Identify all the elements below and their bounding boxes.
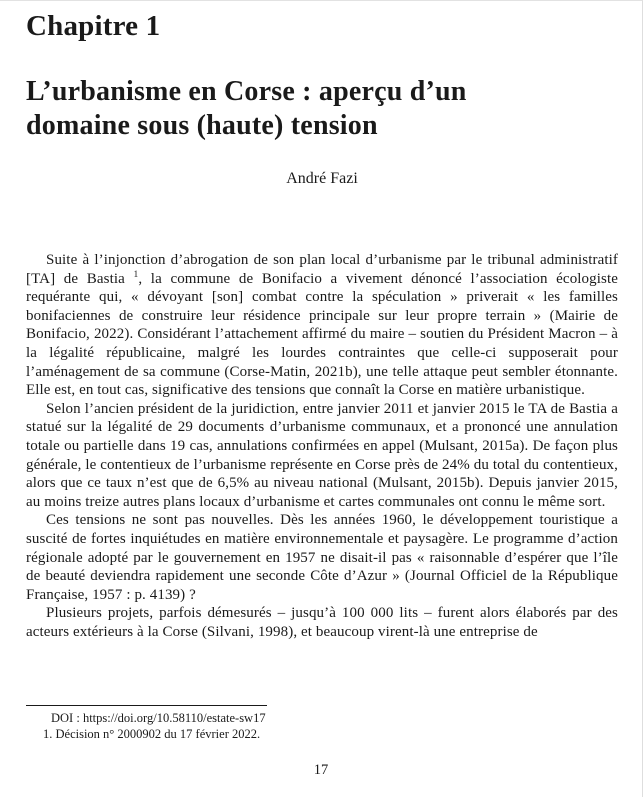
footnote-area bbox=[26, 705, 618, 742]
page-content bbox=[0, 1, 642, 641]
body-text bbox=[26, 251, 618, 641]
page-number: 17 bbox=[313, 762, 329, 778]
chapter-title: L’urbanisme en Corse : aperçu d’un domaine sous (haute) tension bbox=[26, 76, 467, 141]
doi-link[interactable]: https://doi.org/10.58110/estate-sw17 bbox=[82, 711, 266, 725]
paragraph-1-text-before-ref: Suite à l’injonction d’abrogation de son plan local d’urbanisme par le tribunal administratif [TA] de Bastia bbox=[26, 252, 618, 287]
paragraph-1 bbox=[26, 251, 618, 400]
footnote-ref-1[interactable]: 1 bbox=[133, 269, 139, 280]
footnote-rule bbox=[26, 705, 267, 706]
paragraph-1-text-after-ref: , la commune de Bonifacio a vivement dénoncé l’association écologiste requérante qui, « dévoyant [son] combat contre la spéculation » priverait « les familles bonifaciennes de construire leur résidence principale sur leur propre terrain » (Mairie de Bonifacio, 2022). Considérant l’attachement affirmé du maire – soutien du Président Macron – à la légalité républicaine, malgré les lourdes contraintes que celle-ci supposerait pour l’aménagement de sa commune (Corse-Matin, 2021b), une telle attaque peut sembler étonnante. Elle est, en tout cas, significative des tensions que connaît la Corse en matière urbanistique. bbox=[26, 270, 618, 399]
footnote-1: 1. Décision n° 2000902 du 17 février 2022. bbox=[43, 727, 261, 741]
paragraph-4: Plusieurs projets, parfois démesurés – jusqu’à 100 000 lits – furent alors élaborés par des acteurs extérieurs à la Corse (Silvani, 1998), et beaucoup virent-là une entreprise de bbox=[26, 605, 618, 640]
chapter-heading: Chapitre 1 bbox=[26, 10, 161, 42]
paragraph-2: Selon l’ancien président de la juridiction, entre janvier 2011 et janvier 2015 le TA de Bastia a statué sur la légalité de 29 documents d’urbanisme communaux, et a prononcé une annulation totale ou partielle dans 19 cas, annulations confirmées en appel (Mulsant, 2015a). De façon plus générale, le contentieux de l’urbanisme représente en Corse près de 24% du total du contentieux, alors que ce taux n’est que de 6,5% au niveau national (Mulsant, 2015b). Depuis janvier 2015, au moins treize autres plans locaux d’urbanisme et cartes communales ont connu le même sort. bbox=[26, 400, 618, 510]
author-name: André Fazi bbox=[286, 170, 358, 187]
paragraph-3: Ces tensions ne sont pas nouvelles. Dès les années 1960, le développement touristique a suscité de fortes inquiétudes en matière environnementale et paysagère. Le programme d’action régionale adopté par le gouvernement en 1957 ne disait-il pas « raisonnable d’espérer que l’île de beauté deviendra rapidement une seconde Côte d’Azur » (Journal Officiel de la République Française, 1957 : p. 4139) ? bbox=[26, 512, 618, 603]
doi-label: DOI : bbox=[51, 711, 83, 725]
doi-line bbox=[26, 710, 618, 726]
